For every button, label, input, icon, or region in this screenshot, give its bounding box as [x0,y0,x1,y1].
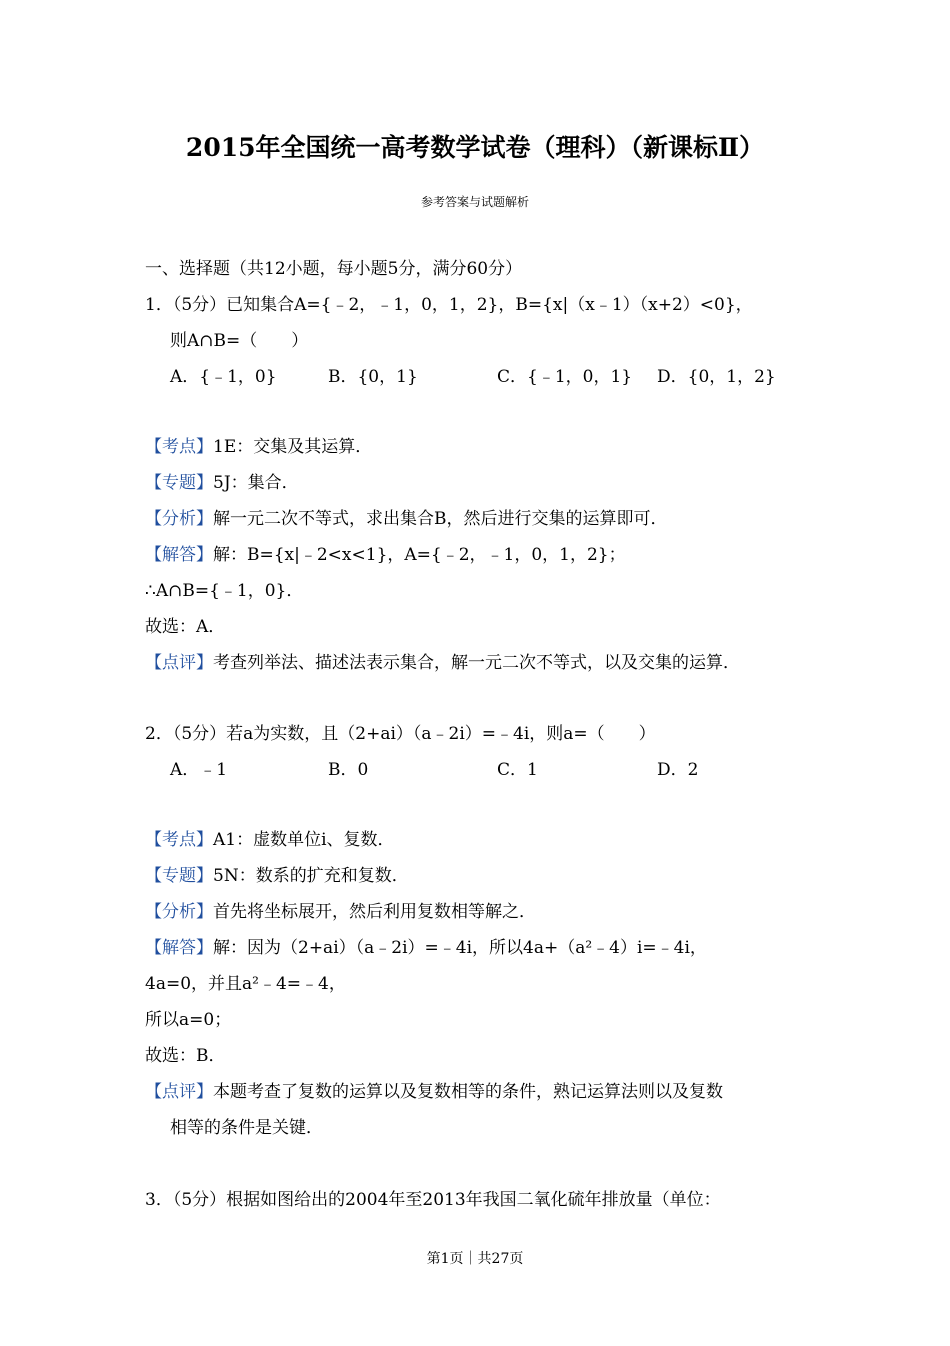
q2-kaodian [145,827,395,853]
q2-dianping-line2: 相等的条件是关键． [170,1118,323,1138]
q1-option-b: B．{0，1} [328,367,418,387]
page-subtitle: 参考答案与试题解析 [420,195,529,209]
q2-dianping-text: 本题考查了复数的运算以及复数相等的条件，熟记运算法则以及复数 [213,1082,723,1102]
q2-fenxi [145,899,536,925]
q1-jieda-line2: ∴A∩B={﹣1，0}． [145,581,304,601]
q1-kaodian [145,434,372,460]
q1-answer: 故选：A． [145,617,226,637]
q1-kaodian-text: 1E：交集及其运算． [213,437,373,457]
q1-option-c: C．{﹣1，0，1} [497,367,633,387]
q1-dianping [145,650,740,676]
q1-fenxi-text: 解一元二次不等式，求出集合B，然后进行交集的运算即可． [213,509,668,529]
q2-option-c: C．1 [497,760,538,780]
q2-fenxi-text: 首先将坐标展开，然后利用复数相等解之． [213,902,536,922]
q2-jieda-line2: 4a=0，并且a²﹣4=﹣4， [145,974,346,994]
q1-option-a: A．{﹣1，0} [170,367,277,387]
q2-stem: 2．（5分）若a为实数，且（2+ai）（a﹣2i）=﹣4i，则a=（ ） [145,724,656,744]
q1-dianping-text: 考查列举法、描述法表示集合，解一元二次不等式，以及交集的运算． [213,653,740,673]
page-title: 2015年全国统一高考数学试卷（理科）（新课标Ⅱ） [185,133,765,162]
q1-option-d: D．{0，1，2} [657,367,776,387]
q2-option-b: B．0 [328,760,369,780]
q2-answer: 故选：B． [145,1046,226,1066]
fenxi-tag: 【分析】 [145,509,213,529]
q2-option-a: A．﹣1 [170,760,228,780]
page-footer: 第1页｜共27页 [426,1251,524,1267]
q1-stem-line1: 1．（5分）已知集合A={﹣2，﹣1，0，1，2}，B={x|（x﹣1）（x+2）<0}， [145,295,753,315]
zhuanti-tag: 【专题】 [145,866,213,886]
q1-jieda [145,542,626,568]
q3-stem: 3．（5分）根据如图给出的2004年至2013年我国二氧化硫年排放量（单位： [145,1190,721,1210]
q1-stem-line2: 则A∩B=（ ） [170,331,309,351]
kaodian-tag: 【考点】 [145,437,213,457]
q2-kaodian-text: A1：虚数单位i、复数． [213,830,395,850]
q1-zhuanti-text: 5J：集合． [213,473,299,493]
q2-jieda-line3: 所以a=0； [145,1010,232,1030]
q2-dianping [145,1079,723,1105]
q2-jieda-text: 解：因为（2+ai）（a﹣2i）=﹣4i，所以4a+（a²﹣4）i=﹣4i， [213,938,707,958]
fenxi-tag: 【分析】 [145,902,213,922]
q2-zhuanti-text: 5N：数系的扩充和复数． [213,866,409,886]
kaodian-tag: 【考点】 [145,830,213,850]
q1-zhuanti [145,470,299,496]
jieda-tag: 【解答】 [145,545,213,565]
q2-jieda [145,935,707,961]
section-heading: 一、选择题（共12小题，每小题5分，满分60分） [145,259,523,279]
q2-zhuanti [145,863,409,889]
zhuanti-tag: 【专题】 [145,473,213,493]
dianping-tag: 【点评】 [145,653,213,673]
dianping-tag: 【点评】 [145,1082,213,1102]
q1-fenxi [145,506,668,532]
q2-option-d: D．2 [657,760,699,780]
q1-jieda-text: 解：B={x|﹣2<x<1}，A={﹣2，﹣1，0，1，2}； [213,545,626,565]
jieda-tag: 【解答】 [145,938,213,958]
